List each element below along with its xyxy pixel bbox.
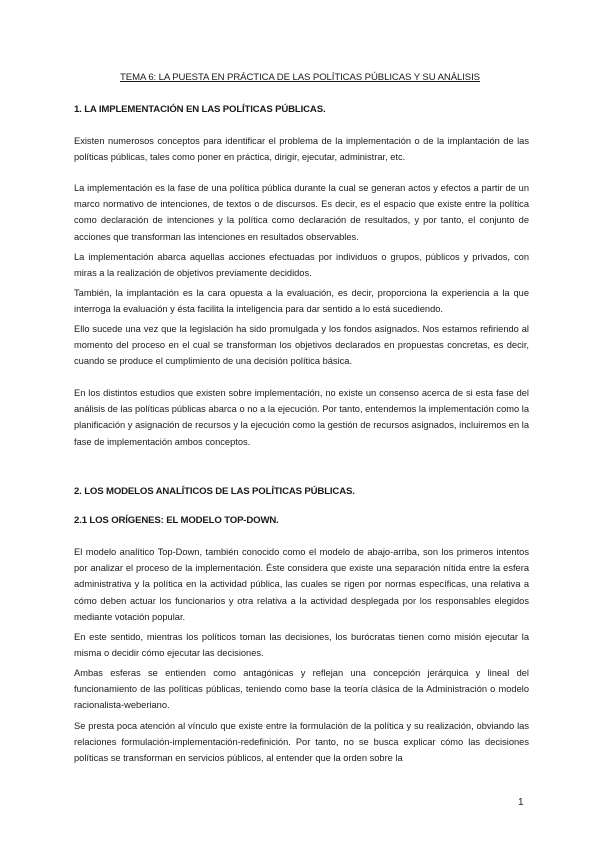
page-number: 1 <box>518 797 524 808</box>
paragraph: En este sentido, mientras los políticos toman las decisiones, los burócratas tienen como misión ejecutar la misma o decidir cómo ejecutar las decisiones. <box>74 632 529 659</box>
paragraph: La implementación es la fase de una política pública durante la cual se generan actos y efectos a partir de un marco normativo de intenciones, de textos o de discursos. Es decir, es el espacio que existe entre la política como declaración de intenciones y la política como declaración de resultados, y por tanto, el conjunto de acciones que transforman las intenciones en resultados observables. <box>74 183 529 242</box>
section-2-1-subheading: 2.1 LOS ORÍGENES: EL MODELO TOP-DOWN. <box>74 515 279 526</box>
section-1-heading: 1. LA IMPLEMENTACIÓN EN LAS POLÍTICAS PÚBLICAS. <box>74 104 326 115</box>
paragraph: La implementación abarca aquellas acciones efectuadas por individuos o grupos, públicos y privados, con miras a la realización de objetivos previamente decididos. <box>74 252 529 279</box>
paragraph: El modelo analítico Top-Down, también conocido como el modelo de abajo-arriba, son los primeros intentos por analizar el proceso de la implementación. Éste considera que existe una separación nítida entre la esfera administrativa y la política en la actividad pública, las cuales se rigen por normas específicas, una relativa a cómo deben actuar los funcionarios y otra relativa a la actividad desplegada por los responsables elegidos mediante votación popular. <box>74 547 529 622</box>
paragraph: En los distintos estudios que existen sobre implementación, no existe un consenso acerca de si esta fase del análisis de las políticas públicas abarca o no a la ejecución. Por tanto, entendemos la implementación como la planificación y asignación de recursos y la ejecución como la gestión de recursos asignados, incluiremos en la fase de implementación ambos conceptos. <box>74 388 529 447</box>
paragraph: Se presta poca atención al vínculo que existe entre la formulación de la política y su realización, obviando las relaciones formulación-implementación-redefinición. Por tanto, no se busca explicar cómo las decisiones políticas se transforman en servicios públicos, al entender que la orden sobre la <box>74 721 529 764</box>
document-title: TEMA 6: LA PUESTA EN PRÁCTICA DE LAS POLÍTICAS PÚBLICAS Y SU ANÁLISIS <box>120 72 480 83</box>
paragraph: También, la implantación es la cara opuesta a la evaluación, es decir, proporciona la experiencia a la que interroga la evaluación y ésta facilita la inteligencia para dar sentido a lo está sucediendo. <box>74 288 529 315</box>
paragraph: Ello sucede una vez que la legislación ha sido promulgada y los fondos asignados. Nos estamos refiriendo al momento del proceso en el cual se transforman los objetivos declarados en propuestas concretas, es decir, cuando se produce el cumplimiento de una decisión política básica. <box>74 324 529 367</box>
paragraph: Ambas esferas se entienden como antagónicas y reflejan una concepción jerárquica y lineal del funcionamiento de las políticas públicas, teniendo como base la teoría clásica de la Administración o modelo racionalista-weberiano. <box>74 668 529 711</box>
section-2-heading: 2. LOS MODELOS ANALÍTICOS DE LAS POLÍTICAS PÚBLICAS. <box>74 486 355 497</box>
paragraph: Existen numerosos conceptos para identificar el problema de la implementación o de la implantación de las políticas públicas, tales como poner en práctica, dirigir, ejecutar, administrar, etc. <box>74 136 529 163</box>
